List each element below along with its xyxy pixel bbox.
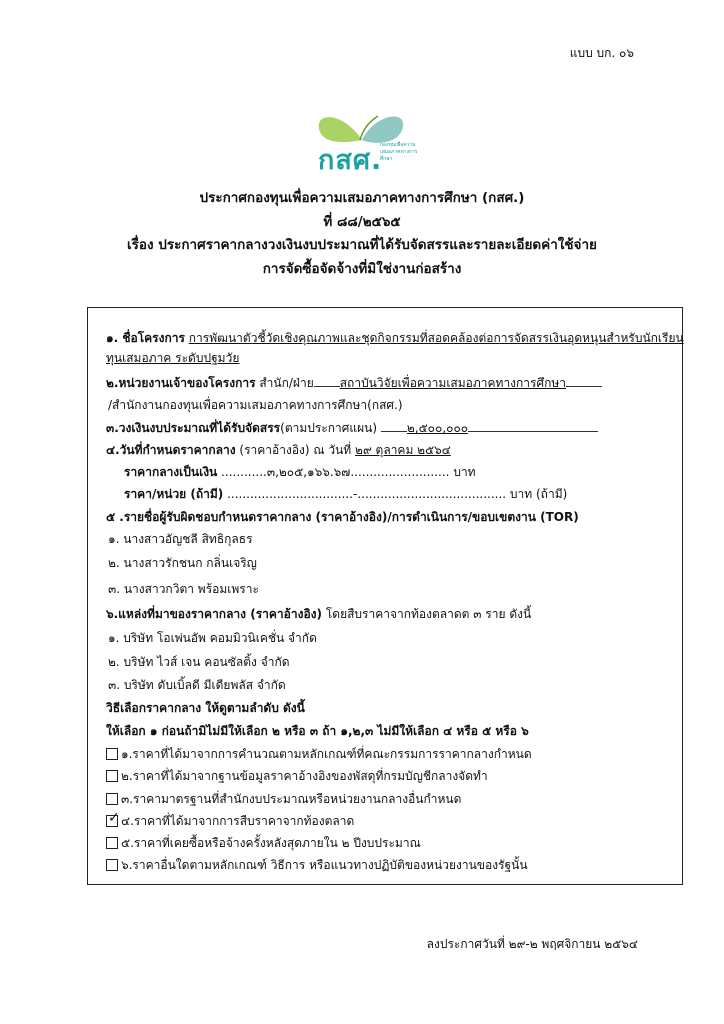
person-item: ๓. นางสาวกวิตา พร้อมเพราะ xyxy=(108,582,259,596)
option-3-label: ๓.ราคามาตรฐานที่สำนักงบประมาณหรือหน่วยงานกลางอื่นกำหนด xyxy=(121,792,462,806)
blank-line xyxy=(468,420,598,432)
reference-price-unit: บาท xyxy=(453,465,476,479)
unit-label: สำนัก/ฝ่าย xyxy=(259,376,314,390)
option-4-checkbox-checked[interactable] xyxy=(106,810,120,827)
section-project-name xyxy=(106,330,684,346)
person-item: ๒. นางสาวรักชนก กลิ่นเจริญ xyxy=(108,556,257,570)
logo-text: กสศ. xyxy=(318,145,383,176)
header-line-3: เรื่อง ประกาศราคากลางวงเงินงบประมาณที่ได้รับจัดสรรและรายละเอียดค่าใช้จ่าย xyxy=(127,237,597,253)
project-name-label: ๑. ชื่อโครงการ xyxy=(106,331,185,345)
option-2-label: ๒.ราคาที่ได้มาจากฐานข้อมูลราคาอ้างอิงของพัสดุที่กรมบัญชีกลางจัดทำ xyxy=(121,769,488,783)
method-option-4[interactable] xyxy=(106,810,355,829)
blank-line xyxy=(314,375,340,387)
method-option-3[interactable] xyxy=(106,791,461,807)
document-header xyxy=(60,187,664,281)
option-6-checkbox[interactable] xyxy=(106,859,118,871)
unit-price-label: ราคา/หน่วย (ถ้ามี) xyxy=(124,487,224,501)
header-line-4: การจัดซื้อจัดจ้างที่มิใช่งานก่อสร้าง xyxy=(262,260,462,277)
owner-unit-line-2: /สำนักงานกองทุนเพื่อความเสมอภาคทางการศึกษา(กสศ.) xyxy=(108,398,403,412)
logo-subtext: กองทุนเพื่อความเสมอภาคทางการศึกษา xyxy=(380,142,418,162)
option-1-checkbox[interactable] xyxy=(106,748,118,760)
budget-label: ๓.วงเงินงบประมาณที่ได้รับจัดสรร xyxy=(106,421,281,435)
project-name-value-a: การพัฒนาตัวชี้วัดเชิงคุณภาพและชุดกิจกรรมที่สอดคล้องต่อการจัดสรรเงินอุดหนุนสำหรับนักเรียน xyxy=(188,331,684,345)
price-source-note: โดยสืบราคาจากท้องตลาดต ๓ ราย ดังนี้ xyxy=(325,607,532,621)
method-instruction: ให้เลือก ๑ ก่อนถ้ามิไม่มีให้เลือก ๒ หรือ ๓ ถ้า ๑,๒,๓ ไม่มีให้เลือก ๔ หรือ ๕ หรือ ๖ xyxy=(106,724,529,738)
unit-price-unit: บาท (ถ้ามี) xyxy=(509,487,568,501)
section-price-date xyxy=(106,442,451,458)
method-option-5[interactable] xyxy=(106,835,421,851)
unit-price-value: .................................-....................................... xyxy=(227,487,507,501)
option-2-checkbox[interactable] xyxy=(106,770,118,782)
project-name-line-2 xyxy=(106,350,239,366)
company-item: ๒. บริษัท ไวส์ เจน คอนซัลติ้ง จำกัด xyxy=(108,655,290,669)
project-name-value-b: ทุนเสมอภาค ระดับปฐมวัย xyxy=(106,351,240,365)
unit-value: สถาบันวิจัยเพื่อความเสมอภาคทางการศึกษา xyxy=(339,376,567,390)
reference-price-value: ............๓,๒๐๕,๑๖๖.๖๗.......................... xyxy=(221,465,450,479)
section-budget xyxy=(106,420,598,436)
option-3-checkbox[interactable] xyxy=(106,793,118,805)
option-6-label: ๖.ราคาอื่นใดตามหลักเกณฑ์ วิธีการ หรือแนวทางปฏิบัติของหน่วยงานของรัฐนั้น xyxy=(121,858,528,872)
section-owner-unit xyxy=(106,375,602,391)
price-date-value: ๒๙ ตุลาคม ๒๕๖๔ xyxy=(355,443,451,457)
price-date-note: (ราคาอ้างอิง) ณ วันที่ xyxy=(239,443,352,457)
price-source-label: ๖.แหล่งที่มาของราคากลาง (ราคาอ้างอิง) xyxy=(106,607,322,621)
checkmark-icon: ✓ xyxy=(108,810,120,826)
blank-line xyxy=(381,420,407,432)
option-5-label: ๕.ราคาที่เคยซื้อหรือจ้างครั้งหลังสุดภายใน ๒ ปีงบประมาณ xyxy=(121,836,421,850)
header-line-1: ประกาศกองทุนเพื่อความเสมอภาคทางการศึกษา (กสศ.) xyxy=(199,190,525,206)
section-responsible-persons: ๕ .รายชื่อผู้รับผิดชอบกำหนดราคากลาง (ราคาอ้างอิง)/การดำเนินการ/ขอบเขตงาน (TOR) xyxy=(106,510,579,524)
header-line-2: ที่ ๘๘/๒๕๖๕ xyxy=(323,213,401,230)
blank-line xyxy=(566,375,602,387)
announcement-date: ลงประกาศวันที่ ๒๙-๒ พฤศจิกายน ๒๕๖๔ xyxy=(426,937,638,951)
method-option-6[interactable] xyxy=(106,857,528,873)
option-5-checkbox[interactable] xyxy=(106,837,118,849)
company-item: ๓. บริษัท ดับเบิ้ลดี มีเดียพลัส จำกัด xyxy=(108,678,286,692)
reference-price-label: ราคากลางเป็นเงิน xyxy=(124,465,218,479)
owner-unit-label: ๒.หน่วยงานเจ้าของโครงการ xyxy=(106,376,256,390)
option-4-label: ๔.ราคาที่ได้มาจากการสืบราคาจากท้องตลาด xyxy=(121,814,355,828)
unit-price-row xyxy=(124,486,567,502)
section-price-source xyxy=(106,606,531,622)
budget-value: ๒,๕๐๐,๐๐๐ xyxy=(406,421,469,435)
method-option-1[interactable] xyxy=(106,746,532,762)
option-1-label: ๑.ราคาที่ได้มาจากการคำนวณตามหลักเกณฑ์ที่คณะกรรมการราคากลางกำหนด xyxy=(121,747,532,761)
company-item: ๑. บริษัท โอเพ่นอัพ คอมมิวนิเคชั่น จำกัด xyxy=(108,631,317,645)
form-code: แบบ บก. ๐๖ xyxy=(569,46,634,60)
method-option-2[interactable] xyxy=(106,768,488,784)
person-item: ๑. นางสาวอัญชลี สิทธิกุลธร xyxy=(108,532,253,546)
method-title: วิธีเลือกราคากลาง ให้ดูตามลำดับ ดังนี้ xyxy=(106,701,305,715)
reference-price-row xyxy=(124,464,476,480)
budget-note: (ตามประกาศแผน) xyxy=(280,421,378,435)
price-date-label: ๔.วันที่กำหนดราคากลาง xyxy=(106,443,236,457)
